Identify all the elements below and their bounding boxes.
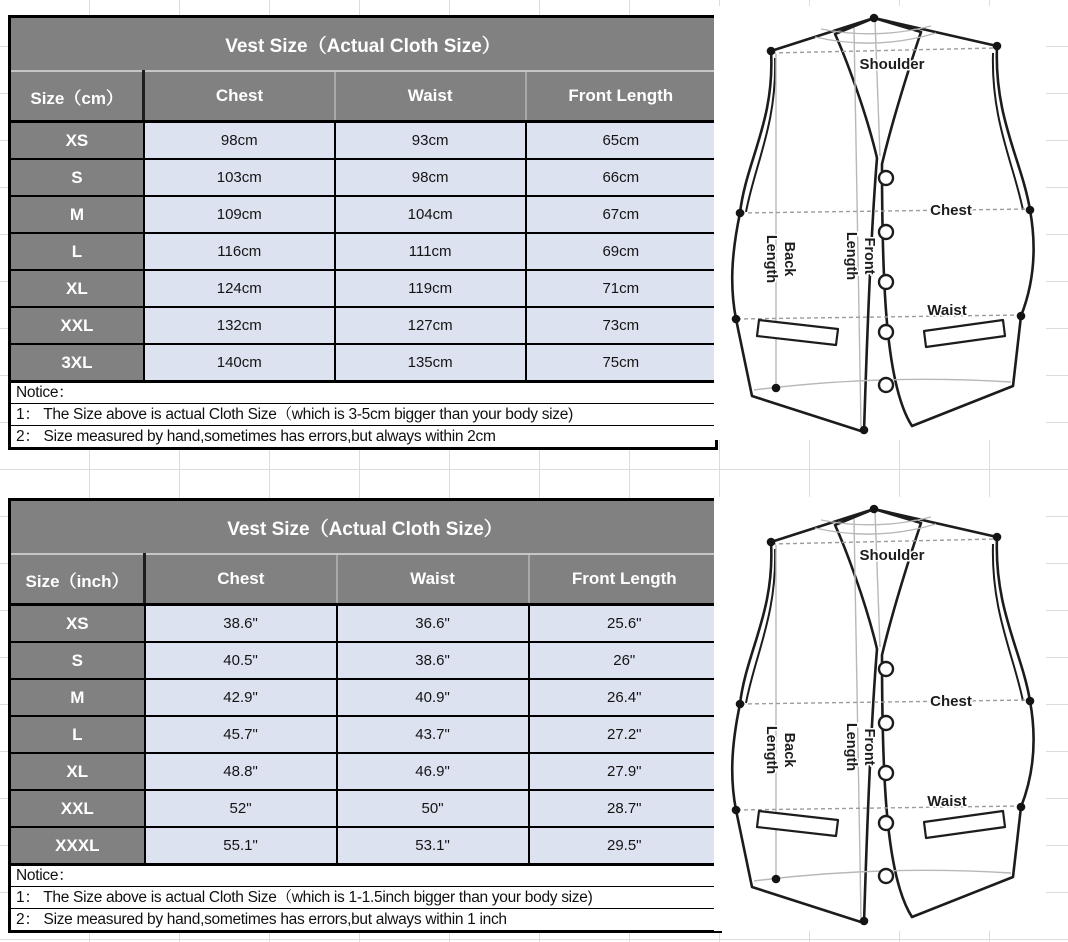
table-row: [10, 753, 721, 790]
chest-value: 124cm: [144, 270, 335, 307]
table-row: [10, 716, 721, 753]
left-chest-dot: [736, 700, 745, 709]
notice-line-1: 1： The Size above is actual Cloth Size（which is 1-1.5inch bigger than your body size): [11, 886, 719, 908]
size-label: XXXL: [10, 827, 145, 865]
waist-value: 98cm: [335, 159, 526, 196]
left-chest-dot: [736, 209, 745, 218]
button-1: [879, 662, 893, 676]
front-length-value: 25.6": [529, 605, 721, 643]
front-bottom-dot: [860, 426, 869, 435]
table-row: [10, 196, 717, 233]
vest-drawing: [714, 6, 1046, 440]
column-header-size: Size（inch）: [10, 554, 145, 605]
collar-center-line: [875, 20, 880, 156]
chest-value: 52": [145, 790, 337, 827]
svg-text:Front: Front: [861, 728, 877, 766]
size-label: XXL: [10, 790, 145, 827]
front-length-value: 26.4": [529, 679, 721, 716]
size-sheet-inch: [8, 498, 722, 933]
chest-value: 109cm: [144, 196, 335, 233]
column-header-waist: Waist: [335, 71, 526, 122]
waist-value: 38.6": [337, 642, 529, 679]
chest-value: 103cm: [144, 159, 335, 196]
table-row: [10, 307, 717, 344]
front-length-value: 27.2": [529, 716, 721, 753]
back-length-end-dot: [772, 384, 781, 393]
button-3: [879, 766, 893, 780]
left-waist-dot: [732, 806, 741, 815]
button-4: [879, 325, 893, 339]
vest-right-panel: [874, 18, 1034, 426]
chest-value: 48.8": [145, 753, 337, 790]
front-length-value: 26": [529, 642, 721, 679]
top-center-dot: [870, 505, 879, 514]
size-label: XS: [10, 122, 144, 160]
vest-right-panel: [874, 509, 1034, 917]
front-length-value: 29.5": [529, 827, 721, 865]
notice-line-2: 2： Size measured by hand,sometimes has errors,but always within 1 inch: [11, 908, 719, 930]
right-chest-dot: [1026, 206, 1035, 215]
chest-value: 132cm: [144, 307, 335, 344]
notice-heading: Notice：: [16, 384, 74, 401]
column-header-size: Size（cm）: [10, 71, 144, 122]
notice-heading: Notice：: [16, 867, 74, 884]
table-row: [10, 679, 721, 716]
chest-value: 45.7": [145, 716, 337, 753]
waist-value: 111cm: [335, 233, 526, 270]
vest-drawing: [714, 497, 1046, 931]
front-length-value: 28.7": [529, 790, 721, 827]
svg-text:Back: Back: [781, 241, 797, 277]
waist-label: Waist: [927, 302, 967, 319]
waist-label: Waist: [927, 793, 967, 810]
left-shoulder-dot: [767, 538, 776, 547]
table-row: [10, 642, 721, 679]
size-sheet-cm: [8, 15, 718, 450]
front-bottom-dot: [860, 917, 869, 926]
button-2: [879, 716, 893, 730]
notice-line-1: 1： The Size above is actual Cloth Size（which is 3-5cm bigger than your body size): [11, 403, 715, 425]
front-length-value: 67cm: [526, 196, 717, 233]
svg-text:Front: Front: [861, 237, 877, 275]
column-header-front-length: Front Length: [526, 71, 717, 122]
svg-text:Length: Length: [843, 722, 859, 772]
chest-value: 116cm: [144, 233, 335, 270]
column-header-chest: Chest: [144, 71, 335, 122]
table-title: Vest Size（Actual Cloth Size）: [10, 17, 717, 72]
column-header-waist: Waist: [337, 554, 529, 605]
shoulder-label: Shoulder: [859, 547, 925, 564]
vest-size-table-cm: [8, 15, 718, 383]
waist-value: 93cm: [335, 122, 526, 160]
notice-box-cm: [8, 383, 718, 450]
svg-text:Length: Length: [843, 231, 859, 281]
size-label: XS: [10, 605, 145, 643]
button-1: [879, 171, 893, 185]
table-title: Vest Size（Actual Cloth Size）: [10, 500, 721, 555]
back-length-end-dot: [772, 875, 781, 884]
chest-value: 42.9": [145, 679, 337, 716]
table-row: [10, 233, 717, 270]
size-label: 3XL: [10, 344, 144, 382]
vest-size-table-inch: [8, 498, 722, 866]
right-shoulder-dot: [993, 42, 1002, 51]
table-row: [10, 790, 721, 827]
button-3: [879, 275, 893, 289]
front-length-value: 66cm: [526, 159, 717, 196]
size-label: M: [10, 196, 144, 233]
front-length-value: 71cm: [526, 270, 717, 307]
waist-value: 36.6": [337, 605, 529, 643]
right-waist-dot: [1017, 803, 1026, 812]
notice-box-inch: [8, 866, 722, 933]
size-label: S: [10, 642, 145, 679]
button-4: [879, 816, 893, 830]
table-row: [10, 122, 717, 160]
right-chest-dot: [1026, 697, 1035, 706]
column-header-front-length: Front Length: [529, 554, 721, 605]
size-label: S: [10, 159, 144, 196]
left-shoulder-dot: [767, 47, 776, 56]
right-shoulder-dot: [993, 533, 1002, 542]
vest-diagram-cm: [714, 6, 1046, 440]
size-label: XXL: [10, 307, 144, 344]
table-row: [10, 344, 717, 382]
size-label: XL: [10, 270, 144, 307]
waist-value: 40.9": [337, 679, 529, 716]
left-waist-dot: [732, 315, 741, 324]
table-row: [10, 270, 717, 307]
waist-value: 104cm: [335, 196, 526, 233]
front-length-value: 73cm: [526, 307, 717, 344]
column-header-chest: Chest: [145, 554, 337, 605]
waist-value: 119cm: [335, 270, 526, 307]
front-length-value: 75cm: [526, 344, 717, 382]
waist-value: 50": [337, 790, 529, 827]
button-5: [879, 869, 893, 883]
table-row: [10, 605, 721, 643]
chest-value: 140cm: [144, 344, 335, 382]
size-label: L: [10, 716, 145, 753]
right-waist-dot: [1017, 312, 1026, 321]
waist-value: 127cm: [335, 307, 526, 344]
shoulder-label: Shoulder: [859, 56, 925, 73]
chest-label: Chest: [930, 693, 972, 710]
table-row: [10, 159, 717, 196]
vest-diagram-inch: [714, 497, 1046, 931]
front-length-value: 69cm: [526, 233, 717, 270]
waist-value: 43.7": [337, 716, 529, 753]
waist-value: 53.1": [337, 827, 529, 865]
size-label: XL: [10, 753, 145, 790]
waist-value: 135cm: [335, 344, 526, 382]
top-center-dot: [870, 14, 879, 23]
collar-center-line: [875, 511, 880, 647]
front-length-value: 27.9": [529, 753, 721, 790]
table-row: [10, 827, 721, 865]
waist-value: 46.9": [337, 753, 529, 790]
front-length-value: 65cm: [526, 122, 717, 160]
chest-value: 98cm: [144, 122, 335, 160]
size-label: L: [10, 233, 144, 270]
svg-text:Length: Length: [763, 234, 779, 284]
chest-value: 40.5": [145, 642, 337, 679]
chest-label: Chest: [930, 202, 972, 219]
notice-line-2: 2： Size measured by hand,sometimes has errors,but always within 2cm: [11, 425, 715, 447]
size-label: M: [10, 679, 145, 716]
button-2: [879, 225, 893, 239]
chest-value: 55.1": [145, 827, 337, 865]
button-5: [879, 378, 893, 392]
svg-text:Back: Back: [781, 732, 797, 768]
svg-text:Length: Length: [763, 725, 779, 775]
chest-value: 38.6": [145, 605, 337, 643]
